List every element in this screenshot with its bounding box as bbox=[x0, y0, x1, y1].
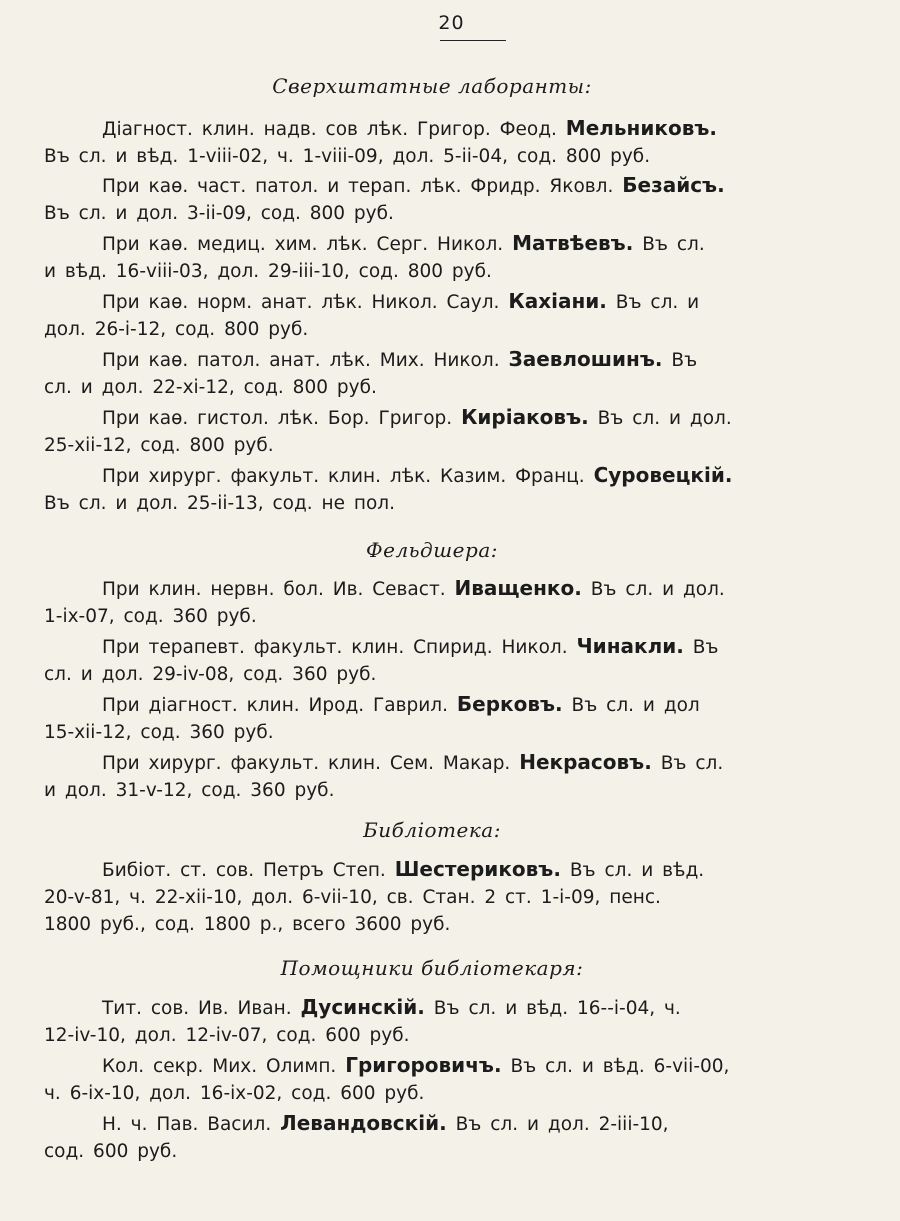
section-heading: Библіотека: bbox=[363, 818, 501, 842]
section-heading: Фельдшера: bbox=[366, 538, 498, 562]
entry-line-1: При клин. нервн. бол. Ив. Севаст. Иващенко. Въ сл. и дол. bbox=[102, 576, 725, 600]
entry bbox=[44, 749, 820, 804]
person-name: Чинакли. bbox=[576, 634, 684, 658]
person-name: Берковъ. bbox=[456, 692, 563, 716]
entry bbox=[44, 575, 820, 630]
person-name: Иващенко. bbox=[454, 576, 582, 600]
entry bbox=[44, 633, 820, 688]
person-name: Кахіани. bbox=[508, 289, 607, 313]
entry-line-2: сл. и дол. 29-iv-08, сод. 360 руб. bbox=[44, 664, 377, 685]
entry bbox=[44, 404, 820, 459]
entry-line-2: дол. 26-i-12, сод. 800 руб. bbox=[44, 319, 309, 340]
person-name: Матвѣевъ. bbox=[512, 231, 634, 255]
person-name: Киріаковъ. bbox=[461, 405, 589, 429]
entry-line-1: Н. ч. Пав. Васил. Левандовскій. Въ сл. и дол. 2-iii-10, bbox=[102, 1111, 669, 1135]
person-name: Суровецкій. bbox=[593, 463, 733, 487]
entry-line-2: Въ сл. и дол. 3-ii-09, сод. 800 руб. bbox=[44, 203, 394, 224]
entry bbox=[44, 115, 820, 170]
entry bbox=[44, 856, 820, 938]
person-name: Мельниковъ. bbox=[565, 116, 717, 140]
section-heading: Помощники библіотекаря: bbox=[280, 956, 584, 980]
entry-line-1: Кол. секр. Мих. Олимп. Григоровичъ. Въ сл. и вѣд. 6-vii-00, bbox=[102, 1053, 730, 1077]
entry-line-1: При каѳ. част. патол. и терап. лѣк. Фридр. Яковл. Безайсъ. bbox=[102, 173, 725, 197]
entry-line-1: При хирург. факульт. клин. Сем. Макар. Некрасовъ. Въ сл. bbox=[102, 750, 724, 774]
entry-line-2: и вѣд. 16-viii-03, дол. 29-iii-10, сод. 800 руб. bbox=[44, 261, 492, 282]
entry-line-2: 15-xii-12, сод. 360 руб. bbox=[44, 722, 274, 743]
page-number: 20 bbox=[438, 12, 465, 34]
entry bbox=[44, 1052, 820, 1107]
entry-line-1: При діагност. клин. Ирод. Гаврил. Берковъ. Въ сл. и дол bbox=[102, 692, 700, 716]
person-name: Левандовскій. bbox=[280, 1111, 447, 1135]
entry-line-2: 20-v-81, ч. 22-xii-10, дол. 6-vii-10, св. Стан. 2 ст. 1-i-09, пенс. bbox=[44, 887, 661, 908]
person-name: Заевлошинъ. bbox=[508, 347, 663, 371]
entry bbox=[44, 1110, 820, 1165]
entry bbox=[44, 230, 820, 285]
entry-line-2: Въ сл. и дол. 25-ii-13, сод. не пол. bbox=[44, 493, 395, 514]
person-name: Шестериковъ. bbox=[394, 857, 561, 881]
entry-line-1: При каѳ. норм. анат. лѣк. Никол. Саул. Кахіани. Въ сл. и bbox=[102, 289, 700, 313]
entry-line-1: Бибіот. ст. сов. Петръ Степ. Шестериковъ. Въ сл. и вѣд. bbox=[102, 857, 705, 881]
entry-line-2: Въ сл. и вѣд. 1-viii-02, ч. 1-viii-09, дол. 5-ii-04, сод. 800 руб. bbox=[44, 146, 651, 167]
person-name: Григоровичъ. bbox=[345, 1053, 502, 1077]
person-name: Безайсъ. bbox=[622, 173, 725, 197]
entry bbox=[44, 462, 820, 517]
entry-line-1: Діагност. клин. надв. сов лѣк. Григор. Феод. Мельниковъ. bbox=[102, 116, 717, 140]
entry-line-1: При хирург. факульт. клин. лѣк. Казим. Франц. Суровецкій. bbox=[102, 463, 733, 487]
entry bbox=[44, 994, 820, 1049]
entry-line-2: и дол. 31-v-12, сод. 360 руб. bbox=[44, 780, 335, 801]
entry bbox=[44, 172, 820, 227]
entry-line-2: 12-iv-10, дол. 12-iv-07, сод. 600 руб. bbox=[44, 1025, 410, 1046]
entry-line-2: сл. и дол. 22-xi-12, сод. 800 руб. bbox=[44, 377, 377, 398]
entry bbox=[44, 691, 820, 746]
entry-line-1: Тит. сов. Ив. Иван. Дусинскій. Въ сл. и вѣд. 16--i-04, ч. bbox=[102, 995, 681, 1019]
entry-line-1: При терапевт. факульт. клин. Спирид. Никол. Чинакли. Въ bbox=[102, 634, 719, 658]
person-name: Некрасовъ. bbox=[519, 750, 652, 774]
person-name: Дусинскій. bbox=[300, 995, 425, 1019]
entry-line-1: При каѳ. гистол. лѣк. Бор. Григор. Киріаковъ. Въ сл. и дол. bbox=[102, 405, 732, 429]
entry-line-1: При каѳ. патол. анат. лѣк. Мих. Никол. Заевлошинъ. Въ bbox=[102, 347, 698, 371]
entry bbox=[44, 288, 820, 343]
page-number-rule bbox=[440, 40, 506, 41]
entry-line-2: ч. 6-ix-10, дол. 16-ix-02, сод. 600 руб. bbox=[44, 1083, 425, 1104]
entry-line-2: 1-ix-07, сод. 360 руб. bbox=[44, 606, 257, 627]
entry bbox=[44, 346, 820, 401]
entry-line-1: При каѳ. медиц. хим. лѣк. Серг. Никол. Матвѣевъ. Въ сл. bbox=[102, 231, 705, 255]
entry-line-2: сод. 600 руб. bbox=[44, 1141, 178, 1162]
section-heading: Сверхштатные лаборанты: bbox=[272, 74, 592, 98]
entry-line-3: 1800 руб., сод. 1800 р., всего 3600 руб. bbox=[44, 914, 451, 935]
entry-line-2: 25-xii-12, сод. 800 руб. bbox=[44, 435, 274, 456]
